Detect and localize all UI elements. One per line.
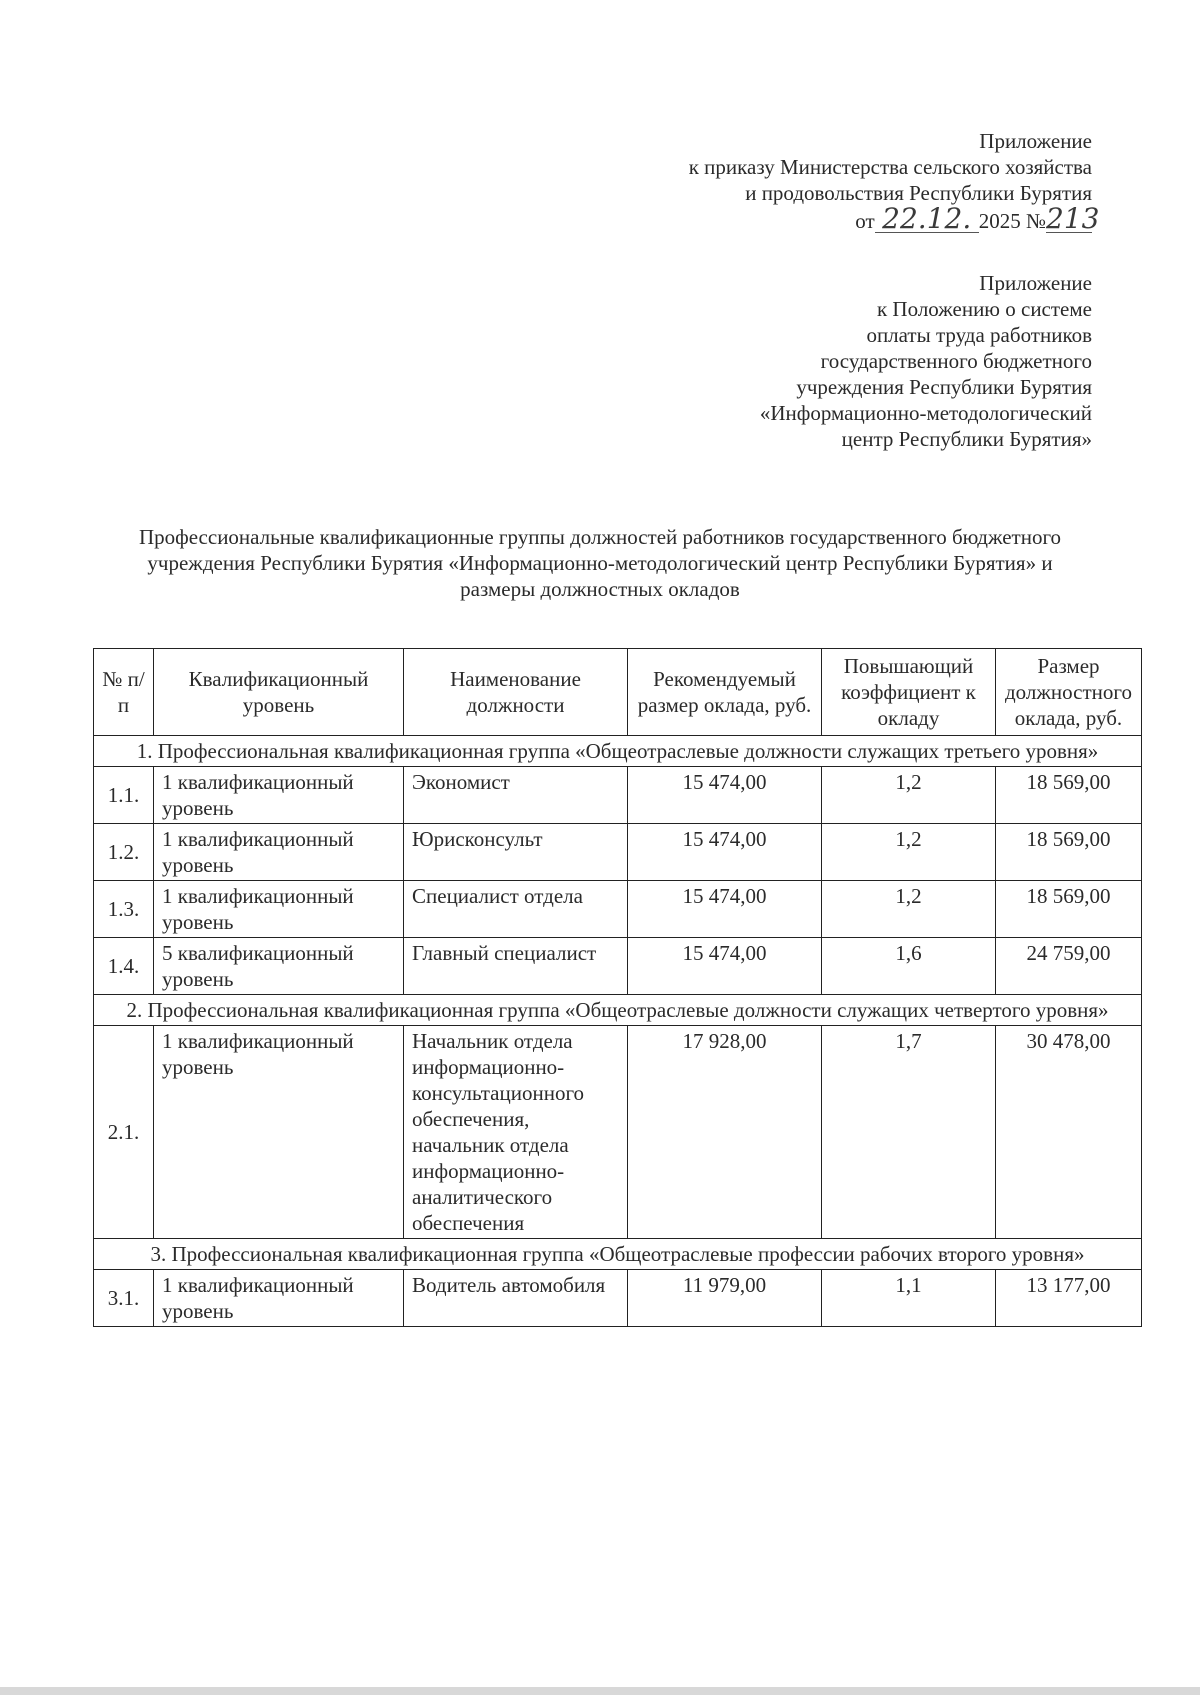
- date-prefix: от: [855, 209, 875, 233]
- row-total: 18 569,00: [996, 881, 1142, 938]
- appendix-line: «Информационно-методологический: [759, 401, 1092, 425]
- row-position: Юрисконсульт: [404, 824, 628, 881]
- group-title: 2. Профессиональная квалификационная группа «Общеотраслевые должности служащих четвертого уровня»: [94, 995, 1142, 1026]
- row-coefficient: 1,2: [822, 767, 996, 824]
- table-row: [94, 1026, 1142, 1239]
- table-header-row: [94, 649, 1142, 736]
- row-position: Главный специалист: [404, 938, 628, 995]
- row-position: Специалист отдела: [404, 881, 628, 938]
- appendix-line: к приказу Министерства сельского хозяйства: [688, 155, 1092, 179]
- row-salary: 17 928,00: [628, 1026, 822, 1239]
- table-row: [94, 824, 1142, 881]
- header-level: Квалификационный уровень: [154, 649, 404, 736]
- appendix-line: Приложение: [979, 129, 1092, 153]
- table-row: [94, 1270, 1142, 1327]
- header-coefficient: Повышающий коэффициент к окладу: [822, 649, 996, 736]
- row-position: Водитель автомобиля: [404, 1270, 628, 1327]
- group-row: [94, 995, 1142, 1026]
- table-row: [94, 881, 1142, 938]
- row-salary: 15 474,00: [628, 767, 822, 824]
- row-total: 24 759,00: [996, 938, 1142, 995]
- row-level: 1 квалификационный уровень: [154, 1270, 404, 1327]
- row-coefficient: 1,2: [822, 824, 996, 881]
- row-total: 13 177,00: [996, 1270, 1142, 1327]
- handwritten-date: 22.12.: [875, 206, 979, 233]
- row-salary: 15 474,00: [628, 824, 822, 881]
- appendix-line: центр Республики Бурятия»: [841, 427, 1092, 451]
- appendix-line: государственного бюджетного: [820, 349, 1092, 373]
- row-level: 5 квалификационный уровень: [154, 938, 404, 995]
- appendix-line: Приложение: [979, 271, 1092, 295]
- row-number: 1.3.: [94, 881, 154, 938]
- group-row: [94, 1239, 1142, 1270]
- header-recommended-salary: Рекомендуемый размер оклада, руб.: [628, 649, 822, 736]
- row-level: 1 квалификационный уровень: [154, 1026, 404, 1239]
- row-total: 18 569,00: [996, 824, 1142, 881]
- row-position: Начальник отдела информационно-консультационного обеспечения, начальник отдела информационно-аналитического обеспечения: [404, 1026, 628, 1239]
- row-salary: 11 979,00: [628, 1270, 822, 1327]
- appendix-line: учреждения Республики Бурятия: [796, 375, 1092, 399]
- row-level: 1 квалификационный уровень: [154, 767, 404, 824]
- header-position: Наименование должности: [404, 649, 628, 736]
- row-number: 2.1.: [94, 1026, 154, 1239]
- row-level: 1 квалификационный уровень: [154, 881, 404, 938]
- row-total: 30 478,00: [996, 1026, 1142, 1239]
- appendix-line: и продовольствия Республики Бурятия: [745, 181, 1092, 205]
- handwritten-order-number: 213: [1046, 202, 1100, 235]
- row-coefficient: 1,7: [822, 1026, 996, 1239]
- row-salary: 15 474,00: [628, 881, 822, 938]
- document-title: Профессиональные квалификационные группы должностей работников государственного бюджетного учреждения Республики Бурятия «Информационно-методологический центр Республики Бурятия» и размеры должностных окладов: [138, 525, 1062, 601]
- table-row: [94, 767, 1142, 824]
- appendix-header-order: [688, 128, 1100, 235]
- appendix-header-regulation: [760, 270, 1092, 452]
- row-salary: 15 474,00: [628, 938, 822, 995]
- appendix-line: к Положению о системе: [876, 297, 1092, 321]
- row-number: 1.4.: [94, 938, 154, 995]
- scan-edge: [0, 1687, 1200, 1695]
- header-salary-total: Размер должностного оклада, руб.: [996, 649, 1142, 736]
- row-number: 1.2.: [94, 824, 154, 881]
- year-text: 2025 №: [978, 209, 1046, 233]
- header-number: № п/п: [94, 649, 154, 736]
- group-row: [94, 736, 1142, 767]
- row-total: 18 569,00: [996, 767, 1142, 824]
- group-title: 3. Профессиональная квалификационная группа «Общеотраслевые профессии рабочих второго уровня»: [94, 1239, 1142, 1270]
- table-row: [94, 938, 1142, 995]
- row-position: Экономист: [404, 767, 628, 824]
- appendix-line: оплаты труда работников: [866, 323, 1092, 347]
- order-date-line: [689, 202, 1100, 235]
- row-coefficient: 1,6: [822, 938, 996, 995]
- row-coefficient: 1,2: [822, 881, 996, 938]
- row-level: 1 квалификационный уровень: [154, 824, 404, 881]
- row-number: 1.1.: [94, 767, 154, 824]
- row-coefficient: 1,1: [822, 1270, 996, 1327]
- group-title: 1. Профессиональная квалификационная группа «Общеотраслевые должности служащих третьего уровня»: [94, 736, 1142, 767]
- row-number: 3.1.: [94, 1270, 154, 1327]
- salary-table: [93, 648, 1142, 1327]
